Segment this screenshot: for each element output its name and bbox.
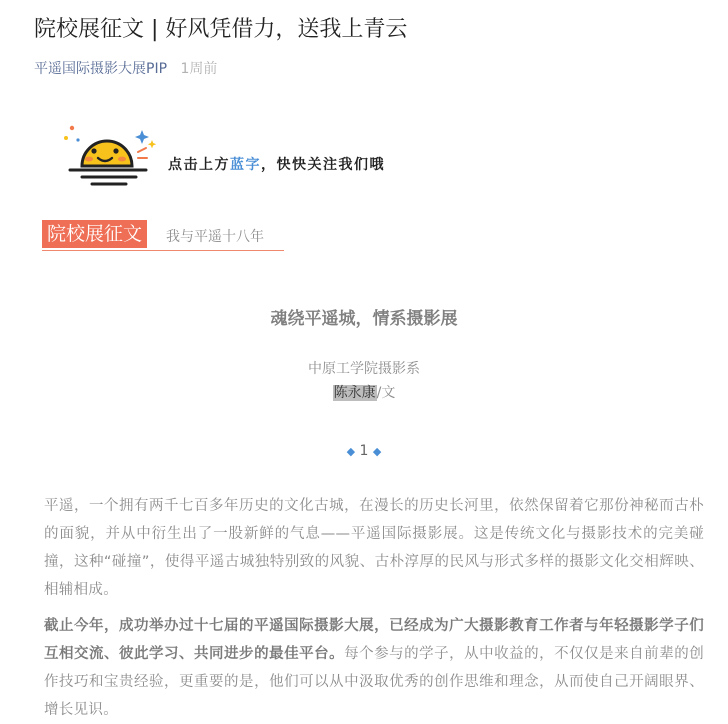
column-subtitle: 我与平遥十八年: [166, 229, 264, 245]
paragraph-bold: 截止今年，成功举办过十七届的平遥国际摄影大展，已经成为广大摄影教育工作者与年轻摄影学子们互相交流、彼此学习、共同进步的最佳平台。: [44, 618, 704, 662]
column-header: [42, 220, 284, 251]
follow-prompt-before: 点击上方: [168, 157, 230, 173]
section-title: 魂绕平遥城，情系摄影展: [270, 309, 458, 329]
article-title: 院校展征文 | 好风凭借力，送我上青云: [34, 17, 408, 42]
paragraph: [44, 612, 704, 724]
follow-prompt-highlight: 蓝字: [230, 157, 261, 173]
diamond-icon: ◆: [346, 445, 356, 458]
section-number: 1: [359, 443, 369, 459]
author-suffix: /文: [376, 385, 396, 401]
diamond-icon: ◆: [372, 445, 382, 458]
follow-banner: [56, 118, 476, 198]
paragraph: 平遥，一个拥有两千七百多年历史的文化古城，在漫长的历史长河里，依然保留着它那份神秘而古朴的面貌，并从中衍生出了一股新鲜的气息——平遥国际摄影展。这是传统文化与摄影技术的完美碰撞，这种“碰撞”，使得平遥古城独特别致的风貌、古朴淳厚的民风与形式多样的摄影文化交相辉映、相辅相成。: [44, 498, 704, 598]
column-tag: 院校展征文: [42, 220, 147, 248]
publish-time: 1周前: [180, 61, 218, 77]
author-name: 陈永康: [333, 385, 376, 401]
paragraph-text: 每个参与的学子，从中收益的，不仅仅是来自前辈的创作技巧和宝贵经验，更重要的是，他们可以从中汲取优秀的创作思维和理念，从而使自己开阔眼界、增长见识。: [44, 646, 704, 718]
author-school: 中原工学院摄影系: [308, 361, 420, 377]
article-meta: [34, 58, 217, 80]
sun-logo-icon: [56, 118, 166, 198]
follow-prompt: [168, 154, 385, 174]
account-link[interactable]: 平遥国际摄影大展PIP: [34, 61, 168, 77]
author-line: [0, 382, 728, 404]
section-marker: [0, 441, 728, 462]
follow-prompt-after: ，快快关注我们哦: [261, 157, 385, 173]
